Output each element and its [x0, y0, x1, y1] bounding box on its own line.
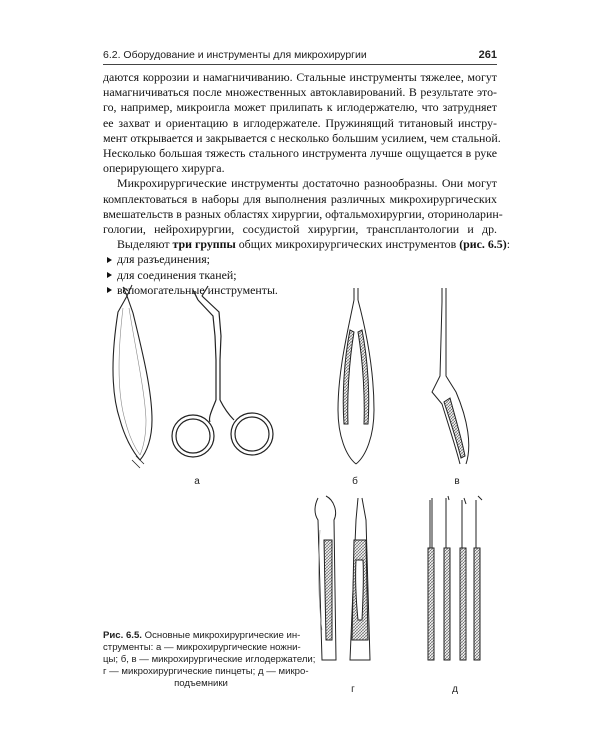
- text-run-bold: три группы: [172, 237, 236, 252]
- running-head-section: 6.2. Оборудование и инструменты для микрохирургии: [103, 49, 367, 61]
- caption-line: подъемники: [174, 678, 228, 689]
- bullet-item: для соединения тканей;: [103, 268, 497, 283]
- body-text: [103, 70, 511, 298]
- header-rule: [103, 64, 497, 65]
- running-head: [103, 49, 497, 65]
- figure-label-v: в: [454, 476, 460, 487]
- text-line: намагничиваться после множественных автоклавирований. В результате это-: [103, 85, 497, 100]
- text-line: оперирующего хирурга.: [103, 161, 225, 176]
- figure-reference: (рис. 6.5): [459, 237, 507, 252]
- caption-line: цы; б, в — микрохирургические иглодержатели;: [103, 654, 316, 665]
- figure-label-g: г: [351, 684, 355, 695]
- straight-needle-holder-illustration: [338, 288, 374, 464]
- curved-forceps-illustration: [315, 496, 336, 660]
- caption-line: струменты: а — микрохирургические ножни-: [103, 642, 301, 653]
- bullet-item: вспомогательные инструменты.: [103, 283, 497, 298]
- text-line-groups: [103, 237, 511, 252]
- figure-caption: [103, 630, 316, 690]
- text-line: мент открывается и закрывается с несколько большим усилием, чем стальной.: [103, 130, 501, 145]
- text-line: Микрохирургические инструменты достаточно разнообразны. Они могут: [117, 176, 497, 191]
- text-line: го, например, микроигла может прилипать к иглодержателю, что затрудняет: [103, 100, 497, 115]
- straight-forceps-illustration: [350, 498, 370, 660]
- micro-elevators-illustration: [428, 496, 482, 660]
- caption-text: Основные микрохирургические ин-: [141, 630, 301, 641]
- text-run: Выделяют: [117, 237, 173, 252]
- caption-lead: Рис. 6.5.: [103, 630, 142, 641]
- text-line: вмешательств в разных областях хирургии, офтальмохирургии, оториноларин-: [103, 206, 503, 221]
- figure-label-a: а: [194, 476, 200, 487]
- caption-line: г — микрохирургические пинцеты; д — микро-: [103, 666, 309, 677]
- figure-label-d: д: [452, 684, 458, 695]
- page-number: 261: [478, 49, 497, 61]
- text-line: комплектоваться в наборы для выполнения различных микрохирургических: [103, 191, 497, 206]
- text-line: ее захват и ориентацию в иглодержателе. Пружинящий титановый инстру-: [103, 115, 497, 130]
- caption-line: [103, 630, 299, 642]
- text-run: общих микрохирургических инструментов: [235, 237, 460, 252]
- bullet-item: для разъединения;: [103, 252, 497, 267]
- text-line: Несколько большая тяжесть стального инструмента лучше ощущается в руке: [103, 146, 497, 161]
- text-run: :: [506, 237, 511, 252]
- text-line: даются коррозии и намагничиванию. Стальные инструменты тяжелее, могут: [103, 70, 497, 84]
- ring-scissors-illustration: [172, 286, 273, 457]
- spring-scissors-illustration: [113, 285, 152, 468]
- text-line: гологии, нейрохирургии, сосудистой хирургии, трансплантологии и др.: [103, 222, 497, 237]
- angled-needle-holder-illustration: [432, 288, 469, 464]
- figure-label-b: б: [352, 476, 358, 487]
